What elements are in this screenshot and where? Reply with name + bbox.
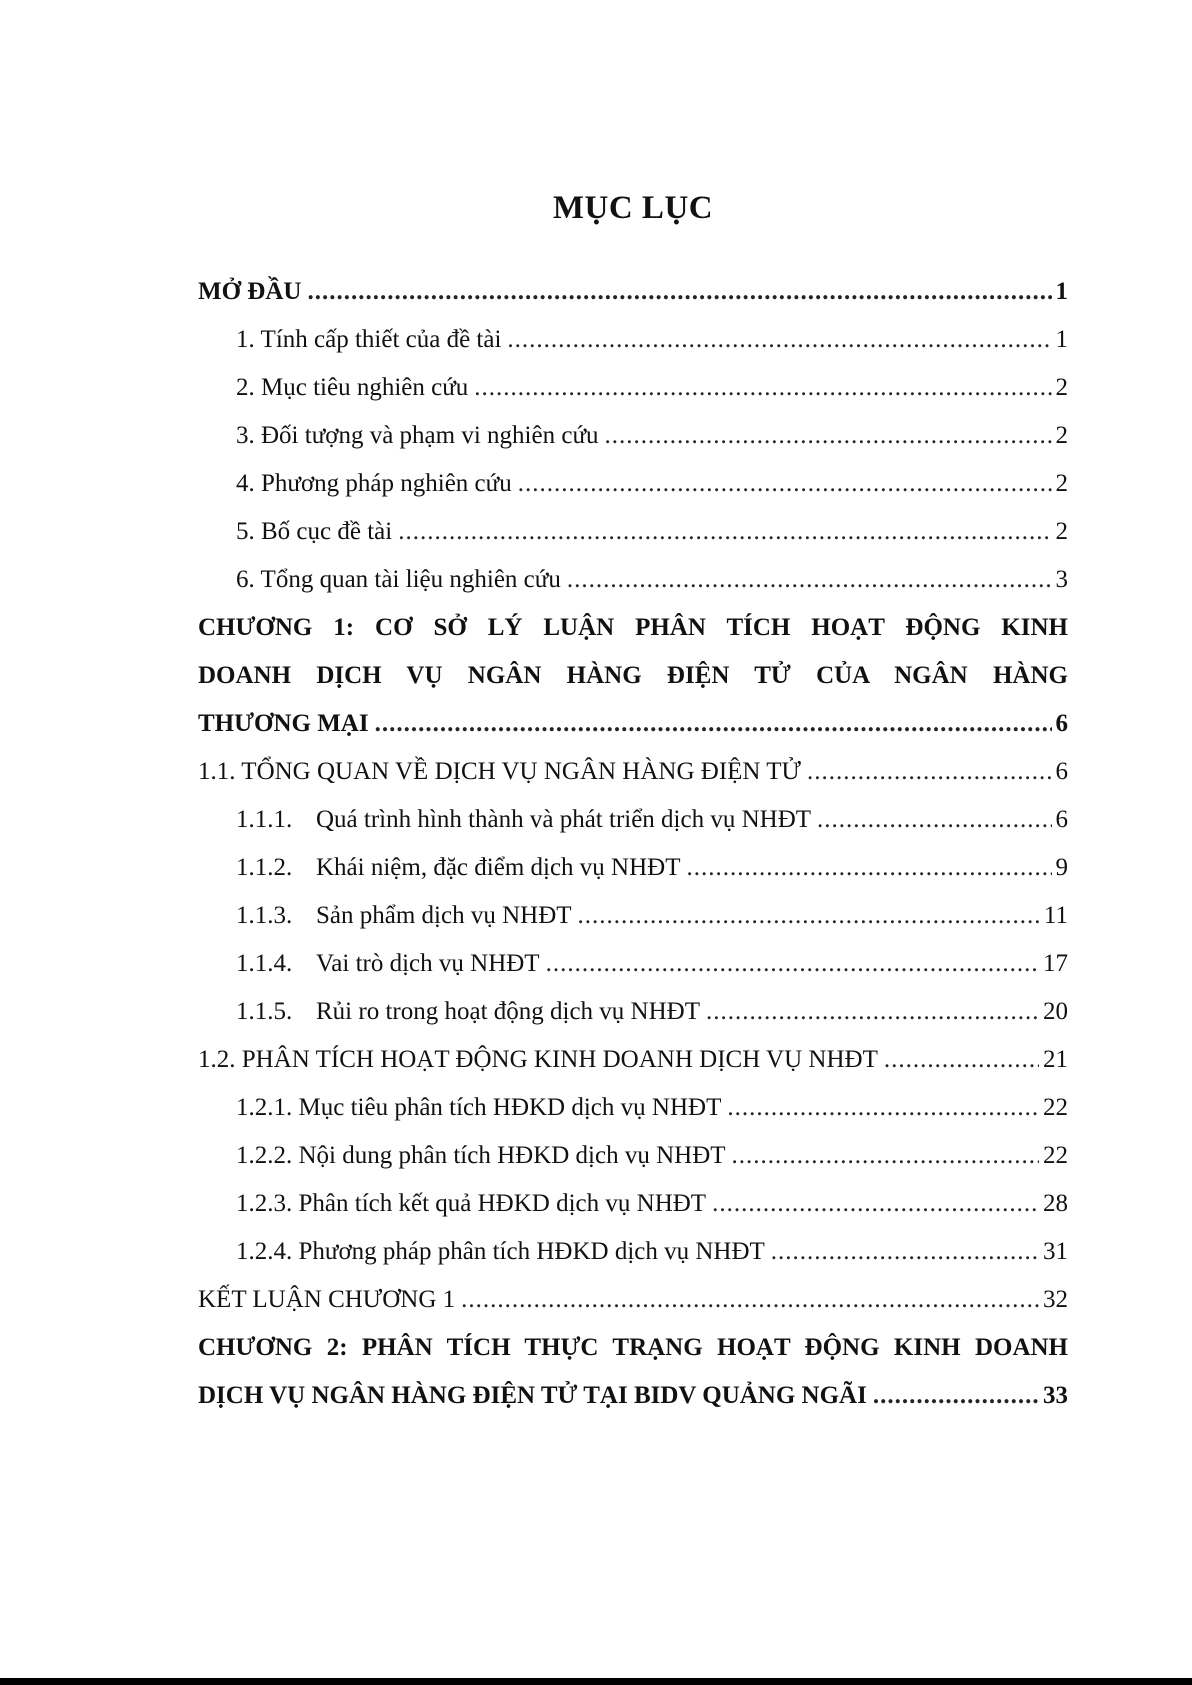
- dot-leader: [518, 460, 1052, 508]
- toc-entry-label: 1.2. PHÂN TÍCH HOẠT ĐỘNG KINH DOANH DỊCH VỤ NHĐT: [198, 1046, 878, 1073]
- dot-leader: [307, 268, 1051, 316]
- toc-entry-6[interactable]: [198, 556, 1068, 604]
- toc-entry-label: Rủi ro trong hoạt động dịch vụ NHĐT: [316, 998, 700, 1025]
- toc-entry-chapter-2[interactable]: [198, 1324, 1068, 1420]
- toc-page-number: 2: [1055, 374, 1068, 401]
- chapter-2-line-1: CHƯƠNG 2: PHÂN TÍCH THỰC TRẠNG HOẠT ĐỘNG KINH DOANH: [198, 1334, 1068, 1361]
- toc-page-number: 3: [1055, 566, 1068, 593]
- scan-edge-bar: [0, 1678, 1192, 1685]
- toc-entry-1[interactable]: [198, 316, 1068, 364]
- toc-entry-label: 1.2.2. Nội dung phân tích HĐKD dịch vụ NHĐT: [236, 1142, 726, 1169]
- toc-entry-label: 3. Đối tượng và phạm vi nghiên cứu: [236, 422, 599, 449]
- toc-entry-label: 1.1. TỔNG QUAN VỀ DỊCH VỤ NGÂN HÀNG ĐIỆN TỬ: [198, 758, 801, 785]
- toc-page-number: 17: [1043, 950, 1068, 977]
- dot-leader: [474, 364, 1051, 412]
- toc-title: MỤC LỤC: [552, 190, 714, 226]
- dot-leader: [706, 988, 1039, 1036]
- dot-leader: [687, 844, 1052, 892]
- toc-entry-1-2-4[interactable]: [198, 1228, 1068, 1276]
- toc-page-number: 21: [1043, 1046, 1068, 1073]
- toc-page-number: 20: [1043, 998, 1068, 1025]
- chapter-2-line-2: [198, 1372, 1068, 1420]
- toc-entry-1-1-2[interactable]: [198, 844, 1068, 892]
- toc-entry-number: 1.1.3.: [236, 902, 293, 929]
- dot-leader: [507, 316, 1051, 364]
- dot-leader: [873, 1372, 1039, 1420]
- toc-page-number: 22: [1043, 1142, 1068, 1169]
- dot-leader: [375, 700, 1052, 748]
- dot-leader: [807, 748, 1052, 796]
- toc-entry-4[interactable]: [198, 460, 1068, 508]
- toc-entry-3[interactable]: [198, 412, 1068, 460]
- toc-entry-mo-dau[interactable]: [198, 268, 1068, 316]
- chapter-1-line-1: CHƯƠNG 1: CƠ SỞ LÝ LUẬN PHÂN TÍCH HOẠT ĐỘNG KINH: [198, 614, 1068, 641]
- dot-leader: [461, 1276, 1039, 1324]
- toc-entry-1-2-2[interactable]: [198, 1132, 1068, 1180]
- toc-entry-chapter-1[interactable]: [198, 604, 1068, 748]
- toc-page-number: 33: [1043, 1382, 1068, 1409]
- toc-entry-5[interactable]: [198, 508, 1068, 556]
- dot-leader: [578, 892, 1040, 940]
- toc-entry-number: 1.1.5.: [236, 998, 293, 1025]
- dot-leader: [771, 1228, 1039, 1276]
- toc-entry-label: KẾT LUẬN CHƯƠNG 1: [198, 1286, 456, 1313]
- toc-entry-1-2-1[interactable]: [198, 1084, 1068, 1132]
- toc-entry-label: 5. Bố cục đề tài: [236, 518, 393, 545]
- toc-entry-1-1-3[interactable]: [198, 892, 1068, 940]
- toc-page-number: 6: [1055, 806, 1068, 833]
- chapter-1-line-2: DOANH DỊCH VỤ NGÂN HÀNG ĐIỆN TỬ CỦA NGÂN HÀNG: [198, 662, 1068, 689]
- toc-page-number: 22: [1043, 1094, 1068, 1121]
- dot-leader: [546, 940, 1039, 988]
- toc-entry-number: 1.1.2.: [236, 854, 293, 881]
- toc-entry-number: 1.1.4.: [236, 950, 293, 977]
- toc-page-number: 28: [1043, 1190, 1068, 1217]
- toc-entry-1-1-4[interactable]: [198, 940, 1068, 988]
- table-of-contents: [198, 268, 1068, 1420]
- toc-entry-label: 4. Phương pháp nghiên cứu: [236, 470, 512, 497]
- dot-leader: [817, 796, 1051, 844]
- toc-entry-label: 6. Tổng quan tài liệu nghiên cứu: [236, 566, 561, 593]
- toc-page-number: 31: [1043, 1238, 1068, 1265]
- chapter-1-line-3: [198, 700, 1068, 748]
- dot-leader: [884, 1036, 1039, 1084]
- toc-entry-label: 1.2.1. Mục tiêu phân tích HĐKD dịch vụ NHĐT: [236, 1094, 722, 1121]
- toc-page-number: 1: [1055, 326, 1068, 353]
- toc-page-number: 2: [1055, 470, 1068, 497]
- toc-entry-2[interactable]: [198, 364, 1068, 412]
- toc-entry-label: Vai trò dịch vụ NHĐT: [316, 950, 540, 977]
- toc-entry-label: 2. Mục tiêu nghiên cứu: [236, 374, 469, 401]
- dot-leader: [727, 1084, 1039, 1132]
- dot-leader: [567, 556, 1052, 604]
- toc-entry-label: Khái niệm, đặc điểm dịch vụ NHĐT: [316, 854, 681, 881]
- toc-entry-1-1[interactable]: [198, 748, 1068, 796]
- toc-page-number: 6: [1055, 758, 1068, 785]
- toc-entry-label: DỊCH VỤ NGÂN HÀNG ĐIỆN TỬ TẠI BIDV QUẢNG NGÃI: [198, 1382, 867, 1409]
- toc-entry-1-1-5[interactable]: [198, 988, 1068, 1036]
- toc-entry-label: 1.2.4. Phương pháp phân tích HĐKD dịch vụ NHĐT: [236, 1238, 765, 1265]
- toc-entry-1-2[interactable]: [198, 1036, 1068, 1084]
- toc-entry-ket-luan-1[interactable]: [198, 1276, 1068, 1324]
- toc-entry-label: Quá trình hình thành và phát triển dịch vụ NHĐT: [316, 806, 812, 833]
- dot-leader: [605, 412, 1052, 460]
- toc-page-number: 11: [1043, 902, 1068, 929]
- toc-page-number: 9: [1055, 854, 1068, 881]
- toc-entry-label: MỞ ĐẦU: [198, 278, 302, 305]
- toc-entry-number: 1.1.1.: [236, 806, 293, 833]
- dot-leader: [732, 1132, 1039, 1180]
- toc-page-number: 32: [1043, 1286, 1068, 1313]
- toc-page-number: 2: [1055, 422, 1068, 449]
- toc-page-number: 1: [1055, 278, 1068, 305]
- toc-entry-label: 1. Tính cấp thiết của đề tài: [236, 326, 502, 353]
- dot-leader: [398, 508, 1051, 556]
- toc-entry-label: 1.2.3. Phân tích kết quả HĐKD dịch vụ NHĐT: [236, 1190, 707, 1217]
- toc-entry-1-1-1[interactable]: [198, 796, 1068, 844]
- toc-page-number: 6: [1055, 710, 1068, 737]
- toc-entry-label: Sản phẩm dịch vụ NHĐT: [316, 902, 572, 929]
- toc-entry-1-2-3[interactable]: [198, 1180, 1068, 1228]
- dot-leader: [712, 1180, 1039, 1228]
- toc-entry-label: THƯƠNG MẠI: [198, 710, 369, 737]
- toc-page-number: 2: [1055, 518, 1068, 545]
